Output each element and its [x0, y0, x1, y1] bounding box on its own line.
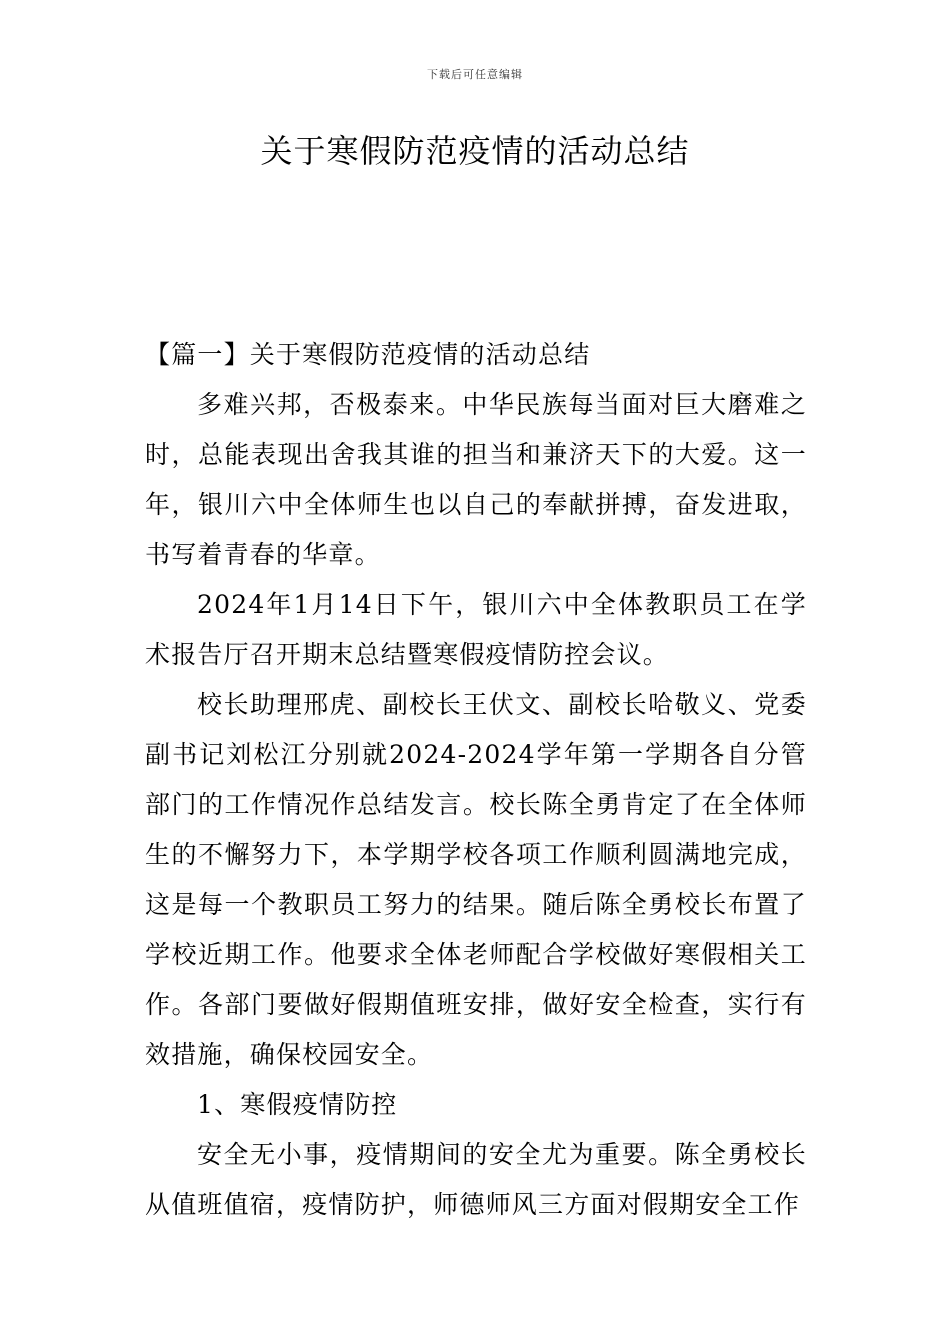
paragraph-1: 多难兴邦，否极泰来。中华民族每当面对巨大磨难之时，总能表现出舍我其谁的担当和兼济天下的大爱。这一年，银川六中全体师生也以自己的奉献拼搏，奋发进取，书写着青春的华章。 — [145, 390, 807, 569]
paragraph-4: 安全无小事，疫情期间的安全尤为重要。陈全勇校长从值班值宿，疫情防护，师德师风三方面对假期安全工作 — [145, 1140, 807, 1219]
document-title: 关于寒假防范疫情的活动总结 — [260, 132, 690, 170]
subsection-heading: 1、寒假疫情防控 — [197, 1090, 398, 1119]
header-note: 下载后可任意编辑 — [427, 68, 523, 81]
section-heading: 【篇一】关于寒假防范疫情的活动总结 — [145, 340, 591, 369]
document-body — [145, 330, 807, 1230]
paragraph-3: 校长助理邢虎、副校长王伏文、副校长哈敬义、党委副书记刘松江分别就2024-2024学年第一学期各自分管部门的工作情况作总结发言。校长陈全勇肯定了在全体师生的不懈努力下，本学期学校各项工作顺利圆满地完成，这是每一个教职员工努力的结果。随后陈全勇校长布置了学校近期工作。他要求全体老师配合学校做好寒假相关工作。各部门要做好假期值班安排，做好安全检查，实行有效措施，确保校园安全。 — [145, 690, 807, 1069]
paragraph-2: 2024年1月14日下午，银川六中全体教职员工在学术报告厅召开期末总结暨寒假疫情防控会议。 — [145, 590, 807, 669]
